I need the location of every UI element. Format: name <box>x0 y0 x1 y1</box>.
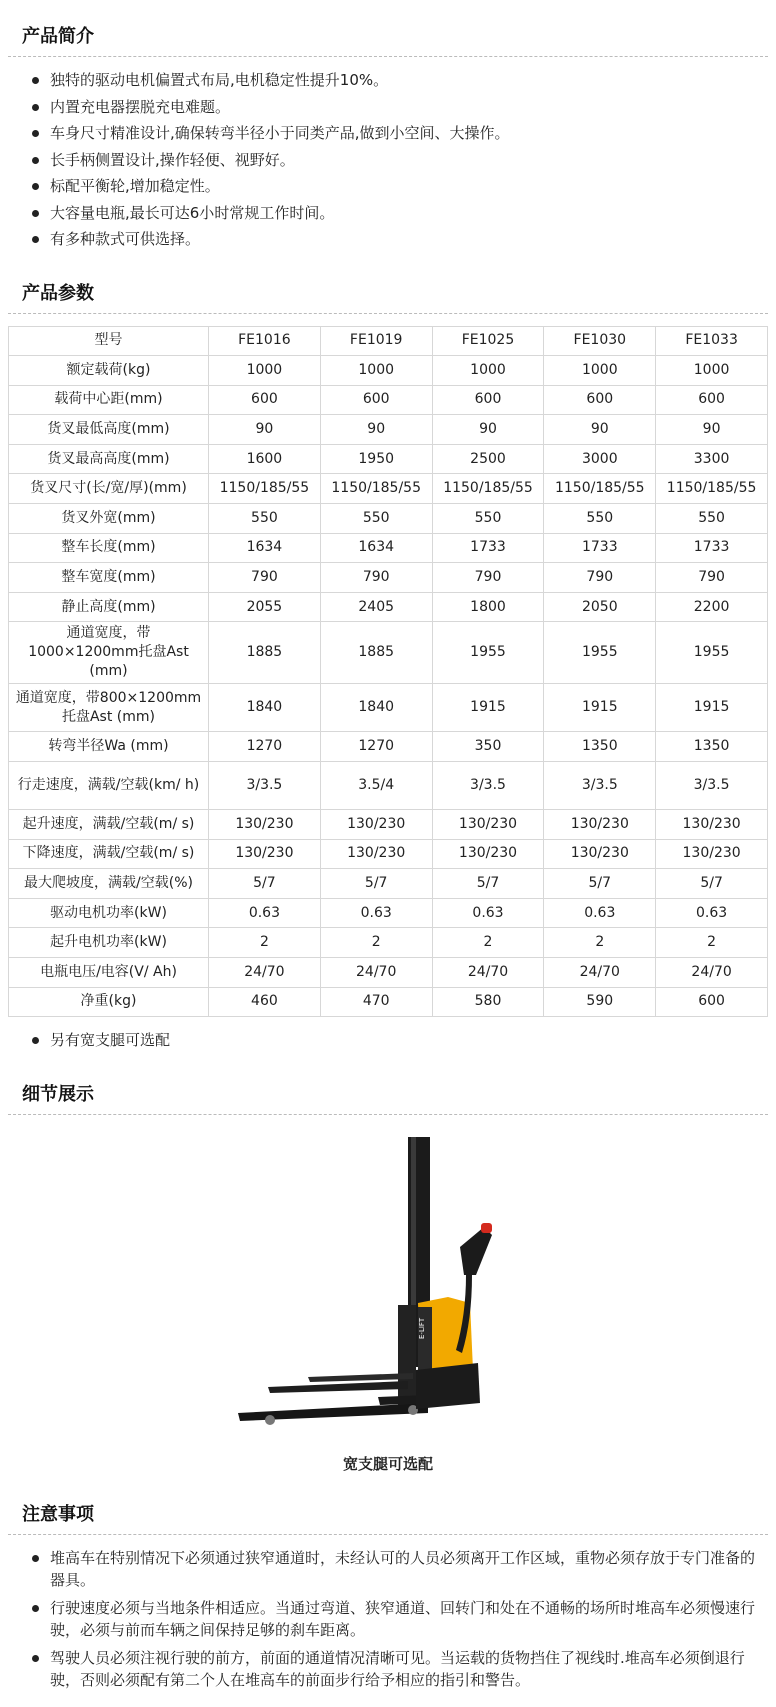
param-value-cell: 600 <box>656 987 768 1017</box>
param-value-cell: 1733 <box>432 533 544 563</box>
param-value-cell: 130/230 <box>544 839 656 869</box>
param-value-cell: FE1025 <box>432 326 544 356</box>
param-value-cell: 5/7 <box>656 869 768 899</box>
param-value-cell: 130/230 <box>209 810 321 840</box>
param-name-cell: 起升速度，满载/空载(m/ s) <box>9 810 209 840</box>
param-value-cell: 1150/185/55 <box>320 474 432 504</box>
param-value-cell: 130/230 <box>432 839 544 869</box>
param-name-cell: 驱动电机功率(kW) <box>9 898 209 928</box>
param-value-cell: 600 <box>320 385 432 415</box>
detail-caption: 宽支腿可选配 <box>342 1454 433 1473</box>
intro-title: 产品简介 <box>8 0 768 57</box>
param-value-cell: 2 <box>432 928 544 958</box>
param-value-cell: 1915 <box>432 684 544 732</box>
table-row <box>9 415 768 445</box>
param-value-cell: 1955 <box>656 622 768 684</box>
param-value-cell: 1350 <box>544 732 656 762</box>
param-value-cell: 1885 <box>209 622 321 684</box>
table-row <box>9 533 768 563</box>
param-name-cell: 型号 <box>9 326 209 356</box>
param-value-cell: 1270 <box>320 732 432 762</box>
notes-title: 注意事项 <box>8 1478 768 1535</box>
table-row <box>9 622 768 684</box>
param-value-cell: 550 <box>320 504 432 534</box>
param-value-cell: 130/230 <box>656 810 768 840</box>
param-value-cell: 24/70 <box>209 958 321 988</box>
param-value-cell: 790 <box>656 563 768 593</box>
table-row <box>9 444 768 474</box>
param-value-cell: 0.63 <box>544 898 656 928</box>
param-name-cell: 通道宽度，带1000×1200mm托盘Ast (mm) <box>9 622 209 684</box>
param-value-cell: 24/70 <box>320 958 432 988</box>
param-value-cell: 1915 <box>656 684 768 732</box>
param-value-cell: FE1019 <box>320 326 432 356</box>
param-value-cell: 1955 <box>544 622 656 684</box>
param-value-cell: 1800 <box>432 592 544 622</box>
param-value-cell: 1955 <box>432 622 544 684</box>
table-row <box>9 839 768 869</box>
param-name-cell: 额定载荷(kg) <box>9 356 209 386</box>
param-value-cell: 1733 <box>656 533 768 563</box>
table-row <box>9 762 768 810</box>
param-value-cell: 2200 <box>656 592 768 622</box>
param-value-cell: 1000 <box>432 356 544 386</box>
param-value-cell: 1000 <box>209 356 321 386</box>
param-name-cell: 货叉最高高度(mm) <box>9 444 209 474</box>
param-value-cell: 1150/185/55 <box>432 474 544 504</box>
list-item: 标配平衡轮,增加稳定性。 <box>30 173 754 200</box>
notes-list <box>0 1535 776 1691</box>
param-value-cell: 0.63 <box>432 898 544 928</box>
param-value-cell: 580 <box>432 987 544 1017</box>
drive-unit <box>416 1363 480 1409</box>
table-row <box>9 732 768 762</box>
param-value-cell: 1733 <box>544 533 656 563</box>
param-value-cell: 90 <box>544 415 656 445</box>
param-value-cell: FE1030 <box>544 326 656 356</box>
param-value-cell: 3000 <box>544 444 656 474</box>
detail-figure <box>0 1115 776 1478</box>
wheel <box>265 1415 275 1425</box>
param-value-cell: 130/230 <box>432 810 544 840</box>
param-value-cell: 90 <box>209 415 321 445</box>
param-value-cell: 1634 <box>320 533 432 563</box>
param-value-cell: 2 <box>544 928 656 958</box>
table-row <box>9 958 768 988</box>
param-name-cell: 货叉外宽(mm) <box>9 504 209 534</box>
param-value-cell: 90 <box>432 415 544 445</box>
param-value-cell: 1885 <box>320 622 432 684</box>
param-value-cell: 600 <box>544 385 656 415</box>
list-item: 车身尺寸精准设计,确保转弯半径小于同类产品,做到小空间、大操作。 <box>30 120 754 147</box>
table-row <box>9 563 768 593</box>
param-value-cell: 90 <box>656 415 768 445</box>
param-value-cell: 2050 <box>544 592 656 622</box>
param-value-cell: 1150/185/55 <box>656 474 768 504</box>
param-name-cell: 行走速度，满载/空载(km/ h) <box>9 762 209 810</box>
param-value-cell: 24/70 <box>656 958 768 988</box>
param-name-cell: 下降速度，满载/空载(m/ s) <box>9 839 209 869</box>
params-title: 产品参数 <box>8 257 768 314</box>
table-row <box>9 810 768 840</box>
table-row <box>9 869 768 899</box>
table-row <box>9 898 768 928</box>
param-value-cell: 1150/185/55 <box>544 474 656 504</box>
table-row <box>9 592 768 622</box>
param-name-cell: 起升电机功率(kW) <box>9 928 209 958</box>
param-value-cell: 24/70 <box>432 958 544 988</box>
param-value-cell: 790 <box>209 563 321 593</box>
param-value-cell: 0.63 <box>656 898 768 928</box>
param-value-cell: 1270 <box>209 732 321 762</box>
param-value-cell: 1000 <box>544 356 656 386</box>
list-item: 长手柄侧置设计,操作轻便、视野好。 <box>30 147 754 174</box>
param-value-cell: 90 <box>320 415 432 445</box>
list-item: 有多种款式可供选择。 <box>30 226 754 253</box>
param-name-cell: 整车宽度(mm) <box>9 563 209 593</box>
param-value-cell: 3/3.5 <box>209 762 321 810</box>
param-name-cell: 货叉尺寸(长/宽/厚)(mm) <box>9 474 209 504</box>
param-value-cell: 3300 <box>656 444 768 474</box>
param-value-cell: 590 <box>544 987 656 1017</box>
param-name-cell: 载荷中心距(mm) <box>9 385 209 415</box>
handle-tip <box>481 1223 492 1233</box>
table-row <box>9 504 768 534</box>
intro-list <box>0 57 776 257</box>
param-value-cell: 5/7 <box>209 869 321 899</box>
param-value-cell: 550 <box>432 504 544 534</box>
param-name-cell: 整车长度(mm) <box>9 533 209 563</box>
table-row <box>9 684 768 732</box>
param-name-cell: 电瓶电压/电容(V/ Ah) <box>9 958 209 988</box>
list-item: 堆高车在特别情况下必须通过狭窄通道时，未经认可的人员必须离开工作区域，重物必须存放于专门准备的器具。 <box>30 1547 766 1591</box>
param-value-cell: 5/7 <box>320 869 432 899</box>
param-value-cell: 350 <box>432 732 544 762</box>
param-value-cell: 1634 <box>209 533 321 563</box>
svg-text:E-LIFT: E-LIFT <box>418 1317 426 1339</box>
param-value-cell: 130/230 <box>209 839 321 869</box>
param-value-cell: 2 <box>320 928 432 958</box>
param-value-cell: 130/230 <box>320 839 432 869</box>
param-value-cell: 2 <box>656 928 768 958</box>
param-value-cell: 5/7 <box>544 869 656 899</box>
param-value-cell: 1000 <box>656 356 768 386</box>
param-value-cell: 460 <box>209 987 321 1017</box>
stacker-image <box>238 1135 538 1445</box>
param-value-cell: 3/3.5 <box>656 762 768 810</box>
param-value-cell: 130/230 <box>544 810 656 840</box>
table-row <box>9 385 768 415</box>
list-item: 大容量电瓶,最长可达6小时常规工作时间。 <box>30 200 754 227</box>
param-value-cell: 790 <box>432 563 544 593</box>
handle-head <box>460 1227 492 1275</box>
param-name-cell: 净重(kg) <box>9 987 209 1017</box>
param-value-cell: FE1033 <box>656 326 768 356</box>
param-value-cell: 1350 <box>656 732 768 762</box>
param-value-cell: 3.5/4 <box>320 762 432 810</box>
param-name-cell: 通道宽度，带800×1200mm托盘Ast (mm) <box>9 684 209 732</box>
list-item: 内置充电器摆脱充电难题。 <box>30 94 754 121</box>
param-value-cell: 24/70 <box>544 958 656 988</box>
table-row <box>9 356 768 386</box>
param-value-cell: 1150/185/55 <box>209 474 321 504</box>
params-footnote: 另有宽支腿可选配 <box>30 1027 754 1054</box>
param-value-cell: 470 <box>320 987 432 1017</box>
list-item: 独特的驱动电机偏置式布局,电机稳定性提升10%。 <box>30 67 754 94</box>
param-value-cell: 1840 <box>320 684 432 732</box>
param-value-cell: 1915 <box>544 684 656 732</box>
detail-title: 细节展示 <box>8 1058 768 1115</box>
table-row <box>9 987 768 1017</box>
param-value-cell: 550 <box>656 504 768 534</box>
param-name-cell: 最大爬坡度，满载/空载(%) <box>9 869 209 899</box>
param-value-cell: 2405 <box>320 592 432 622</box>
param-value-cell: 600 <box>656 385 768 415</box>
param-value-cell: 2055 <box>209 592 321 622</box>
param-value-cell: 130/230 <box>320 810 432 840</box>
param-value-cell: 130/230 <box>656 839 768 869</box>
param-value-cell: 1600 <box>209 444 321 474</box>
param-value-cell: 550 <box>544 504 656 534</box>
param-value-cell: 1000 <box>320 356 432 386</box>
param-name-cell: 静止高度(mm) <box>9 592 209 622</box>
params-footnote-list <box>0 1017 776 1058</box>
param-value-cell: 2 <box>209 928 321 958</box>
param-value-cell: 2500 <box>432 444 544 474</box>
param-value-cell: 0.63 <box>209 898 321 928</box>
param-value-cell: 1840 <box>209 684 321 732</box>
param-value-cell: 3/3.5 <box>544 762 656 810</box>
param-value-cell: 790 <box>320 563 432 593</box>
param-value-cell: 5/7 <box>432 869 544 899</box>
upper-fork <box>268 1381 408 1393</box>
param-value-cell: 790 <box>544 563 656 593</box>
table-row <box>9 928 768 958</box>
param-name-cell: 转弯半径Wa (mm) <box>9 732 209 762</box>
param-value-cell: 550 <box>209 504 321 534</box>
param-name-cell: 货叉最低高度(mm) <box>9 415 209 445</box>
list-item: 行驶速度必须与当地条件相适应。当通过弯道、狭窄通道、回转门和处在不通畅的场所时堆高车必须慢速行驶，必须与前而车辆之间保持足够的刹车距离。 <box>30 1597 766 1641</box>
table-row <box>9 474 768 504</box>
list-item: 驾驶人员必须注视行驶的前方，前面的通道情况清晰可见。当运载的货物挡住了视线时.堆高车必须倒退行驶，否则必须配有第二个人在堆高车的前面步行给予相应的指引和警告。 <box>30 1647 766 1691</box>
param-value-cell: 600 <box>432 385 544 415</box>
params-table <box>8 326 768 1018</box>
table-header-row <box>9 326 768 356</box>
param-value-cell: 3/3.5 <box>432 762 544 810</box>
param-value-cell: 0.63 <box>320 898 432 928</box>
param-value-cell: 1950 <box>320 444 432 474</box>
param-value-cell: FE1016 <box>209 326 321 356</box>
param-value-cell: 600 <box>209 385 321 415</box>
